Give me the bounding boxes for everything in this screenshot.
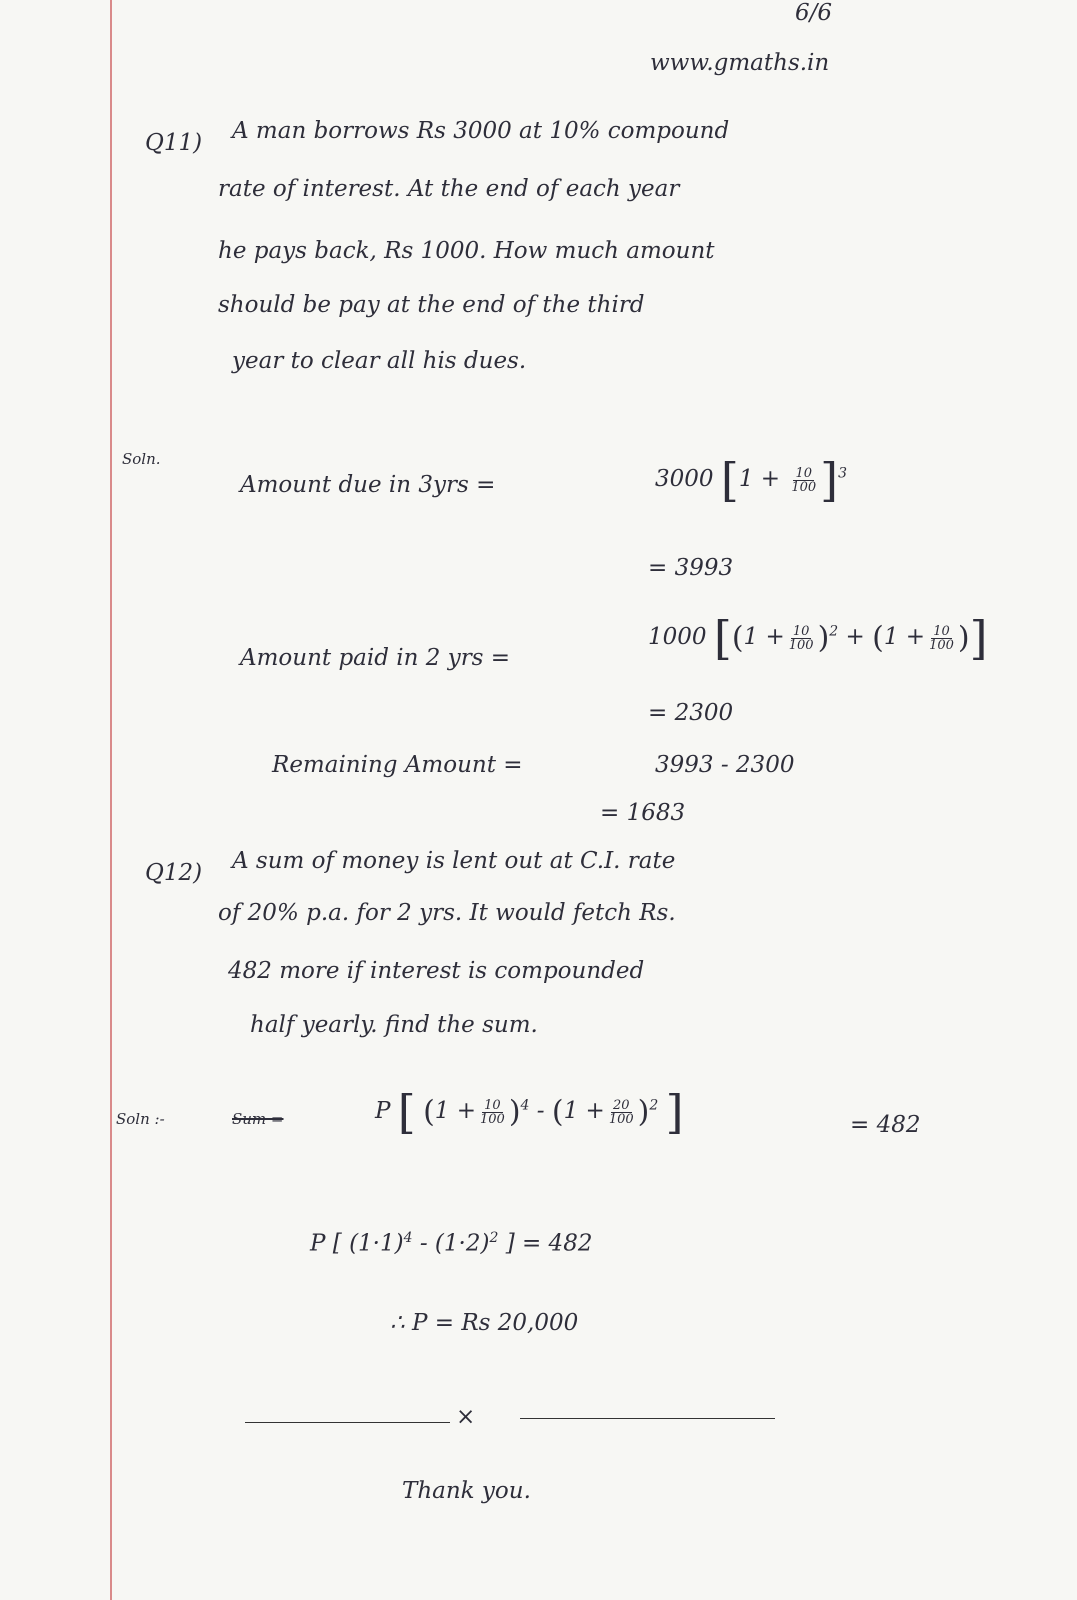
amount-paid-result: = 2300 <box>648 700 734 726</box>
remaining-result: = 1683 <box>600 800 686 826</box>
website-url: www.gmaths.in <box>650 50 830 76</box>
sol12-rhs: = 482 <box>850 1112 921 1138</box>
q11-line-4: should be pay at the end of the third <box>218 292 645 318</box>
page-number: 6/6 <box>795 0 833 26</box>
q12-label: Q12) <box>145 860 203 886</box>
q11-line-5: year to clear all his dues. <box>232 348 527 374</box>
amount-paid-lhs: Amount paid in 2 yrs = <box>240 645 511 671</box>
q12-line-1: A sum of money is lent out at C.I. rate <box>232 848 676 874</box>
amount-due-result: = 3993 <box>648 555 734 581</box>
q12-line-2: of 20% p.a. for 2 yrs. It would fetch Rs. <box>218 900 676 926</box>
amount-due-expression: 3000 [1 + $\frac{10}{100}$ ]$^3$ <box>655 453 848 507</box>
q11-line-1: A man borrows Rs 3000 at 10% compound <box>232 118 730 144</box>
remaining-expression: 3993 - 2300 <box>655 752 795 778</box>
q12-line-4: half yearly. find the sum. <box>250 1012 538 1038</box>
q11-label: Q11) <box>145 130 203 156</box>
thank-you-note: Thank you. <box>402 1478 531 1504</box>
fraction: $\frac{10}{100}$ <box>791 465 817 495</box>
sol11-label: Soln. <box>122 450 161 468</box>
separator-line-left <box>245 1422 450 1423</box>
sol12-label: Soln :- <box>116 1110 165 1128</box>
amount-paid-expression: 1000 [(1 + $\frac{10}{100}$ )$^2$ + (1 + $\frac{10}{100}$ )] <box>648 611 988 665</box>
sol12-answer: ∴ P = Rs 20,000 <box>390 1310 579 1336</box>
struck-word: Sum = <box>232 1110 284 1128</box>
amount-due-lhs: Amount due in 3yrs = <box>240 472 496 498</box>
q11-line-2: rate of interest. At the end of each year <box>218 176 680 202</box>
q12-line-3: 482 more if interest is compounded <box>228 958 645 984</box>
separator-line-right <box>520 1418 775 1419</box>
sol12-equation-1: P [ (1 + $\frac{10}{100}$ )$^4$ - (1 + $\frac{20}{100}$ )$^2$ ] <box>375 1085 684 1139</box>
margin-line <box>110 0 112 1600</box>
remaining-lhs: Remaining Amount = <box>272 752 523 778</box>
separator-mark: × <box>456 1404 476 1430</box>
q11-line-3: he pays back, Rs 1000. How much amount <box>218 238 715 264</box>
sol12-equation-2: P [ $(1\cdot 1)^4 - (1\cdot 2)^2$ ] = 482 <box>310 1230 593 1257</box>
